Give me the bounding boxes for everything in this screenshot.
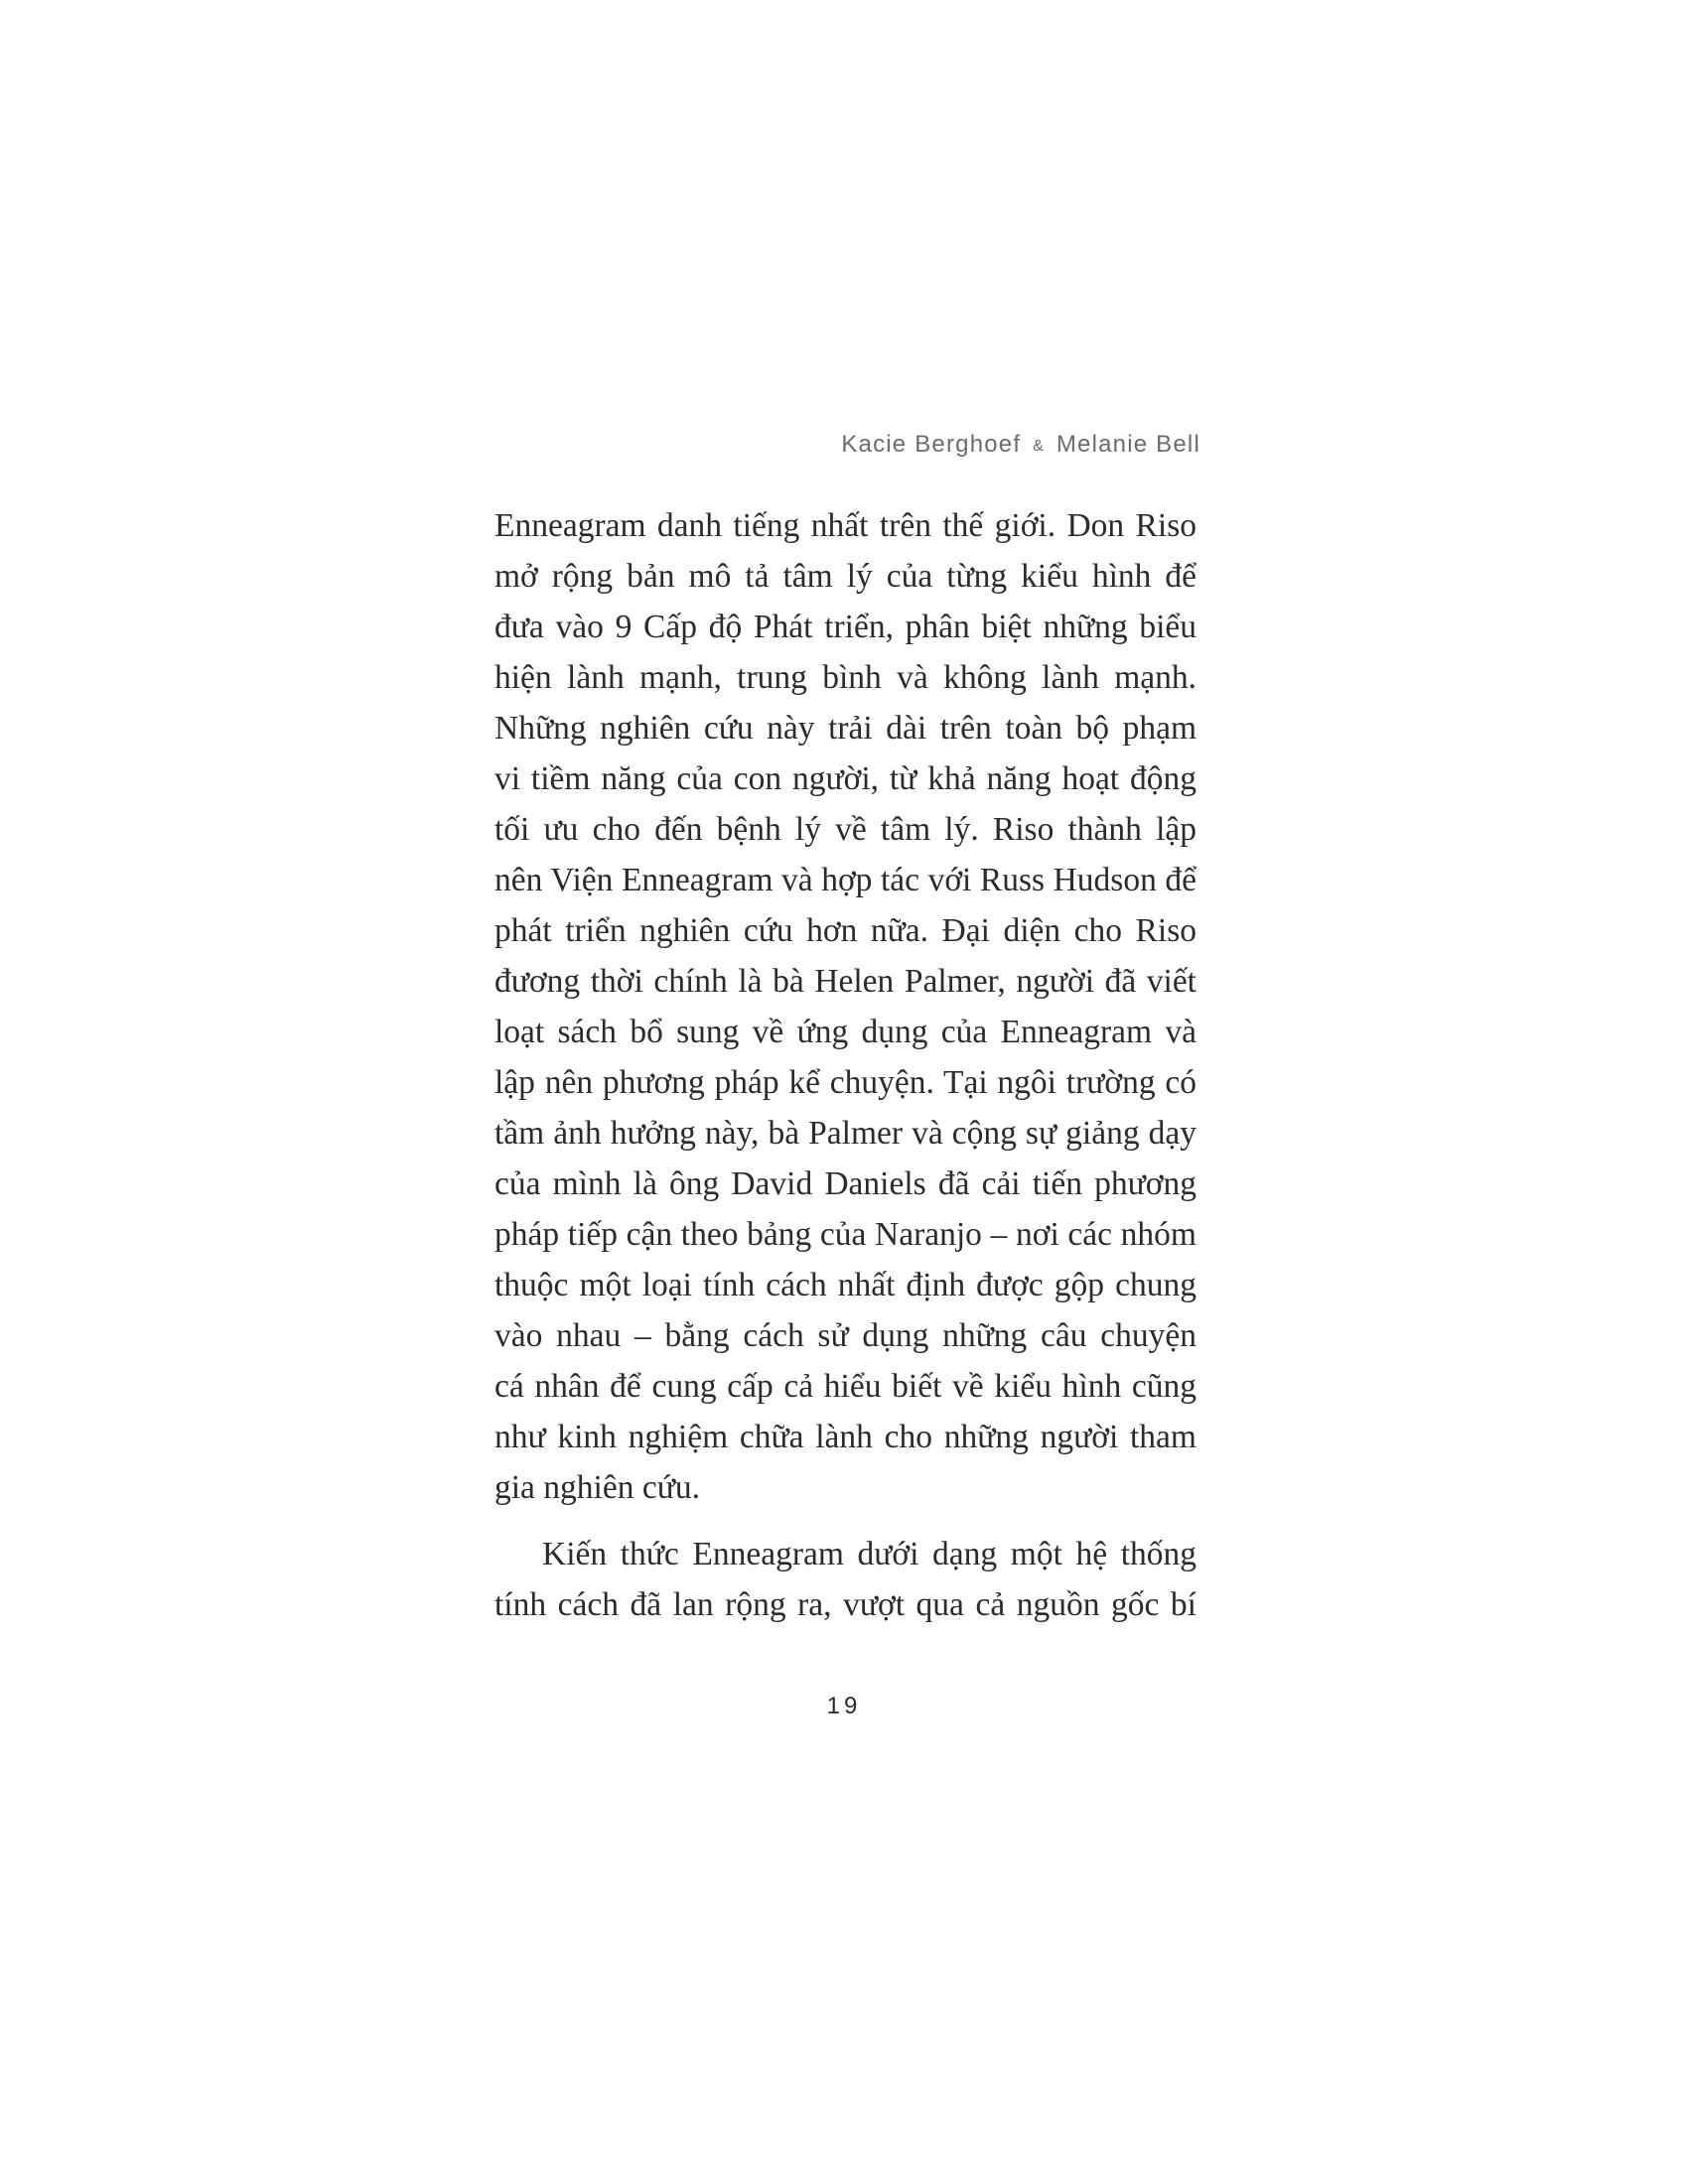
- page-number: 19: [826, 1693, 862, 1719]
- text-line: tầm ảnh hưởng này, bà Palmer và cộng sự giảng dạy: [494, 1115, 1196, 1152]
- text-line: hiện lành mạnh, trung bình và không lành mạnh.: [494, 659, 1196, 696]
- text-line: vào nhau – bằng cách sử dụng những câu chuyện: [494, 1317, 1196, 1354]
- text-line: loạt sách bổ sung về ứng dụng của Enneagram và: [494, 1014, 1196, 1050]
- text-line: đương thời chính là bà Helen Palmer, người đã viết: [494, 963, 1196, 1000]
- running-header: [841, 431, 1200, 459]
- text-line: cá nhân để cung cấp cả hiểu biết về kiểu hình cũng: [494, 1368, 1196, 1405]
- author-name-2: Melanie Bell: [1055, 431, 1200, 458]
- text-line: nên Viện Enneagram và hợp tác với Russ Hudson để: [494, 862, 1196, 898]
- text-line: phát triển nghiên cứu hơn nữa. Đại diện cho Riso: [494, 912, 1196, 949]
- text-line: gia nghiên cứu.: [494, 1469, 701, 1506]
- text-line: đưa vào 9 Cấp độ Phát triển, phân biệt những biểu: [494, 609, 1196, 645]
- text-line: của mình là ông David Daniels đã cải tiến phương: [494, 1165, 1196, 1202]
- text-line: mở rộng bản mô tả tâm lý của từng kiểu hình để: [494, 558, 1196, 595]
- body-text: [494, 500, 1196, 1630]
- text-line: Kiến thức Enneagram dưới dạng một hệ thống: [542, 1536, 1196, 1572]
- text-line: tối ưu cho đến bệnh lý về tâm lý. Riso thành lập: [494, 811, 1196, 848]
- author-name-1: Kacie Berghoef: [841, 431, 1022, 458]
- text-line: thuộc một loại tính cách nhất định được gộp chung: [494, 1267, 1196, 1303]
- text-line: pháp tiếp cận theo bảng của Naranjo – nơi các nhóm: [494, 1216, 1196, 1253]
- text-line: Những nghiên cứu này trải dài trên toàn bộ phạm: [494, 710, 1196, 747]
- paragraph-gap: [494, 1513, 1196, 1529]
- text-line: Enneagram danh tiếng nhất trên thế giới. Don Riso: [494, 507, 1196, 544]
- ampersand: &: [1033, 438, 1045, 455]
- text-line: như kinh nghiệm chữa lành cho những người tham: [494, 1419, 1196, 1455]
- text-line: vi tiềm năng của con người, từ khả năng hoạt động: [494, 760, 1196, 797]
- text-line: lập nên phương pháp kể chuyện. Tại ngôi trường có: [494, 1064, 1196, 1101]
- text-line: tính cách đã lan rộng ra, vượt qua cả nguồn gốc bí: [494, 1586, 1196, 1623]
- paragraph-2: [494, 1529, 1196, 1630]
- paragraph-1: [494, 500, 1196, 1513]
